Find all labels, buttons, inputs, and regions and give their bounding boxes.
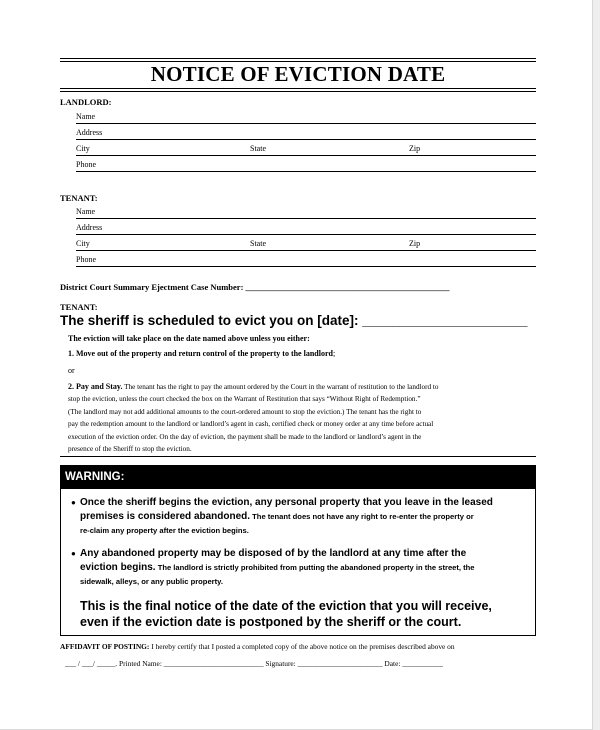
- option-1-text: 1. Move out of the property and return control of the property to the landlord: [68, 349, 333, 358]
- top-rule-1: [60, 58, 536, 59]
- landlord-city-label: City: [76, 144, 90, 153]
- eviction-intro: The eviction will take place on the date named above unless you either:: [68, 334, 310, 343]
- affidavit-signature-line[interactable]: ___ / ___/ _____. Printed Name: ___________________________ Signature: _______________________ Date: ___________: [65, 659, 443, 668]
- option-2-line-1-text: The tenant has the right to pay the amount ordered by the Court in the warrant of restitution to the landlord to: [122, 383, 439, 391]
- tenant-label: TENANT:: [60, 193, 98, 203]
- bullet-2-icon: ●: [71, 549, 76, 558]
- final-notice-line-1: This is the final notice of the date of the eviction that you will receive,: [80, 599, 492, 613]
- option-2-line-4: pay the redemption amount to the landlord or landlord’s agent in cash, certified check or money order at any time before actual: [68, 420, 434, 429]
- option-1: [68, 348, 335, 360]
- final-notice-line-2: even if the eviction date is postponed by the sheriff or the court.: [80, 615, 462, 629]
- landlord-phone-field[interactable]: [76, 160, 536, 172]
- tenant-name-label: Name: [76, 207, 96, 216]
- tenant-phone-label: Phone: [76, 255, 96, 264]
- bullet-2-sub-1: The landlord is strictly prohibited from putting the abandoned property in the street, the: [155, 563, 475, 572]
- bullet-2-main-1: Any abandoned property may be disposed of by the landlord at any time after the: [80, 548, 467, 559]
- tenant-name-field[interactable]: [76, 207, 536, 219]
- bullet-1-icon: ●: [71, 498, 76, 507]
- option-2-line-3: (The landlord may not add additional amounts to the court-ordered amount to stop the eviction.) The tenant has the right to: [68, 407, 422, 416]
- landlord-state-label: State: [250, 144, 266, 153]
- landlord-zip-label: Zip: [409, 144, 421, 153]
- bullet-2-main-2: eviction begins.: [80, 562, 156, 573]
- tenant-address-label: Address: [76, 223, 103, 232]
- tenant-address-field[interactable]: [76, 223, 536, 235]
- landlord-name-field[interactable]: [76, 112, 536, 124]
- sheriff-date-line[interactable]: The sheriff is scheduled to evict you on [date]: ______________________: [60, 313, 528, 328]
- bullet-1-sub-2: re-claim any property after the eviction begins.: [80, 526, 249, 535]
- affidavit-text: I hereby certify that I posted a completed copy of the above notice on the premises described above on: [149, 642, 455, 651]
- warning-heading: WARNING:: [61, 466, 535, 489]
- or-text: or: [68, 366, 75, 375]
- title-rule-1: [60, 88, 536, 89]
- landlord-city-state-zip-field[interactable]: [76, 144, 536, 156]
- tenant-state-label: State: [250, 239, 266, 248]
- affidavit-label: AFFIDAVIT OF POSTING:: [60, 642, 150, 651]
- page-title: NOTICE OF EVICTION DATE: [150, 62, 446, 86]
- option-2-line-5: execution of the eviction order. On the day of eviction, the payment shall be made to the landlord or landlord’s agent in the: [68, 432, 422, 441]
- landlord-address-label: Address: [76, 128, 103, 137]
- tenant-label-2: TENANT:: [60, 302, 98, 312]
- title-rule-2: [60, 91, 536, 92]
- landlord-label: LANDLORD:: [60, 97, 112, 107]
- option-2-line-6: presence of the Sheriff to stop the eviction.: [68, 445, 192, 454]
- bullet-1-main-2: premises is considered abandoned.: [80, 511, 251, 522]
- affidavit-line-1: [60, 642, 455, 651]
- landlord-name-label: Name: [76, 112, 96, 121]
- tenant-city-state-zip-field[interactable]: [76, 239, 536, 251]
- option-2-block: [68, 381, 538, 455]
- warning-bullet-2: [80, 547, 530, 589]
- bullet-1-main-1: Once the sheriff begins the eviction, any personal property that you leave in the leased: [80, 497, 493, 508]
- bullet-2-sub-2: sidewalk, alleys, or any public property.: [80, 577, 223, 586]
- landlord-phone-label: Phone: [76, 160, 96, 169]
- final-notice: [80, 598, 492, 630]
- landlord-address-field[interactable]: [76, 128, 536, 140]
- option-1-tail: ;: [332, 349, 336, 358]
- warning-box: [60, 465, 536, 636]
- option-2-line-2: stop the eviction, unless the court checked the box on the Warrant of Restitution that says “Without Right of Redemption.”: [68, 395, 421, 404]
- case-number-field[interactable]: District Court Summary Ejectment Case Number: ________________________________________________: [60, 282, 450, 292]
- tenant-zip-label: Zip: [409, 239, 421, 248]
- tenant-phone-field[interactable]: [76, 255, 536, 267]
- warning-bullet-1: [80, 496, 530, 538]
- bullet-1-sub-1: The tenant does not have any right to re-enter the property or: [250, 512, 474, 521]
- option-2-heading: 2. Pay and Stay.: [68, 382, 123, 391]
- option-2-line-1: [68, 381, 538, 393]
- tenant-city-label: City: [76, 239, 90, 248]
- section-divider: [60, 456, 536, 457]
